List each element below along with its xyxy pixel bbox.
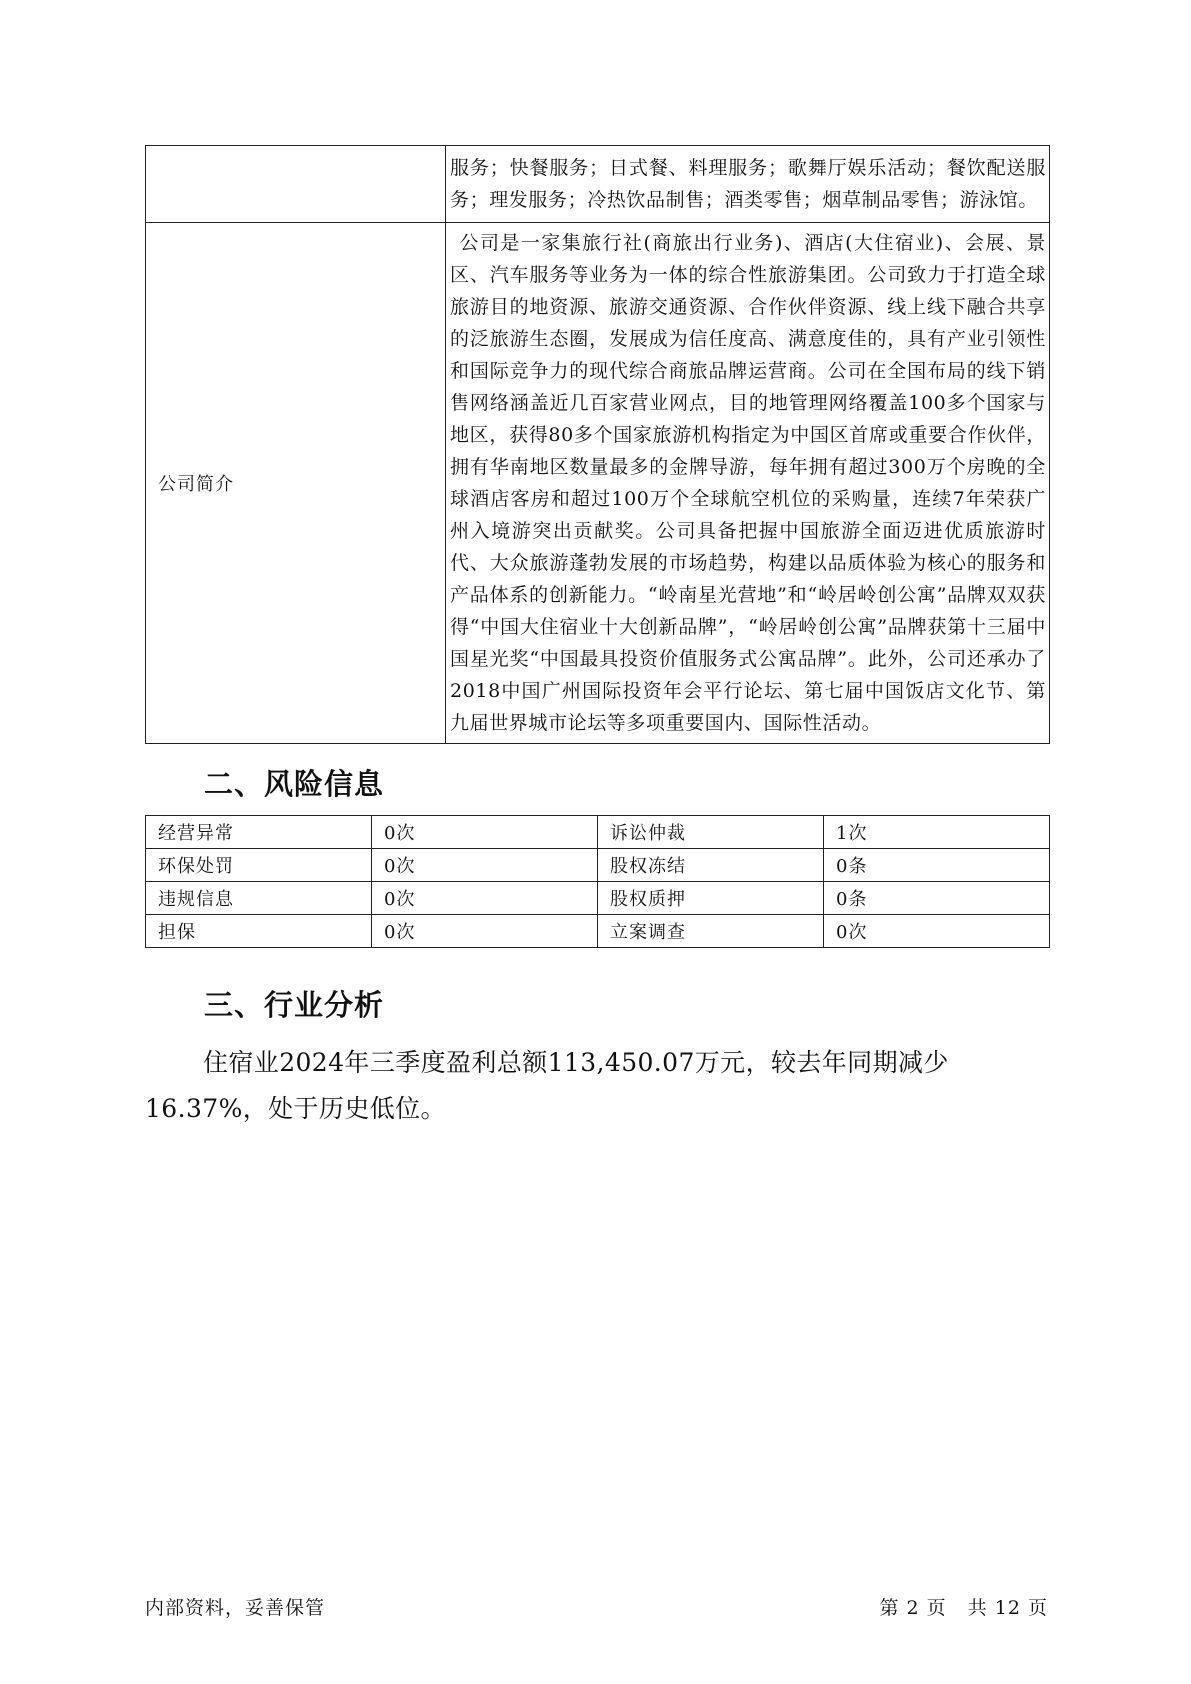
risk-label: 担保 [146,915,372,948]
risk-value: 0次 [372,915,598,948]
company-info-table [145,145,1050,744]
risk-label: 股权质押 [598,882,824,915]
risk-value: 1次 [824,816,1050,849]
risk-value: 0条 [824,849,1050,882]
business-scope-text: 服务；快餐服务；日式餐、料理服务；歌舞厅娱乐活动；餐饮配送服务；理发服务；冷热饮品制售；酒类零售；烟草制品零售；游泳馆。 [446,146,1050,223]
risk-section-heading: 二、风险信息 [204,767,385,801]
table-row [146,882,1050,915]
risk-value: 0次 [372,882,598,915]
company-profile-text: 公司是一家集旅行社(商旅出行业务)、酒店(大住宿业)、会展、景区、汽车服务等业务为一体的综合性旅游集团。公司致力于打造全球旅游目的地资源、旅游交通资源、合作伙伴资源、线上线下融合共享的泛旅游生态圈，发展成为信任度高、满意度佳的，具有产业引领性和国际竞争力的现代综合商旅品牌运营商。公司在全国布局的线下销售网络涵盖近几百家营业网点，目的地管理网络覆盖100多个国家与地区，获得80多个国家旅游机构指定为中国区首席或重要合作伙伴，拥有华南地区数量最多的金牌导游，每年拥有超过300万个房晚的全球酒店客房和超过100万个全球航空机位的采购量，连续7年荣获广州入境游突出贡献奖。公司具备把握中国旅游全面迈进优质旅游时代、大众旅游蓬勃发展的市场趋势，构建以品质体验为核心的服务和产品体系的创新能力。“岭南星光营地”和“岭居岭创公寓”品牌双双获得“中国大住宿业十大创新品牌”，“岭居岭创公寓”品牌获第十三届中国星光奖“中国最具投资价值服务式公寓品牌”。此外，公司还承办了2018中国广州国际投资年会平行论坛、第七届中国饭店文化节、第九届世界城市论坛等多项重要国内、国际性活动。 [446,223,1050,744]
company-profile-row [146,223,1050,744]
risk-label: 环保处罚 [146,849,372,882]
table-row [146,915,1050,948]
company-profile-label: 公司简介 [146,223,446,744]
footer-page-number: 第 2 页 共 12 页 [879,1597,1048,1619]
risk-label: 诉讼仲裁 [598,816,824,849]
risk-value: 0条 [824,882,1050,915]
table-row [146,816,1050,849]
risk-label: 经营异常 [146,816,372,849]
table-row [146,849,1050,882]
business-scope-row [146,146,1050,223]
business-scope-label [146,146,446,223]
risk-label: 立案调查 [598,915,824,948]
risk-value: 0次 [372,849,598,882]
industry-section-heading: 三、行业分析 [204,988,385,1022]
risk-label: 违规信息 [146,882,372,915]
footer-confidential-note: 内部资料，妥善保管 [145,1597,326,1619]
risk-info-table [145,815,1050,948]
risk-label: 股权冻结 [598,849,824,882]
risk-value: 0次 [824,915,1050,948]
risk-value: 0次 [372,816,598,849]
industry-analysis-paragraph: 住宿业2024年三季度盈利总额113,450.07万元，较去年同期减少16.37%，处于历史低位。 [145,1048,949,1123]
